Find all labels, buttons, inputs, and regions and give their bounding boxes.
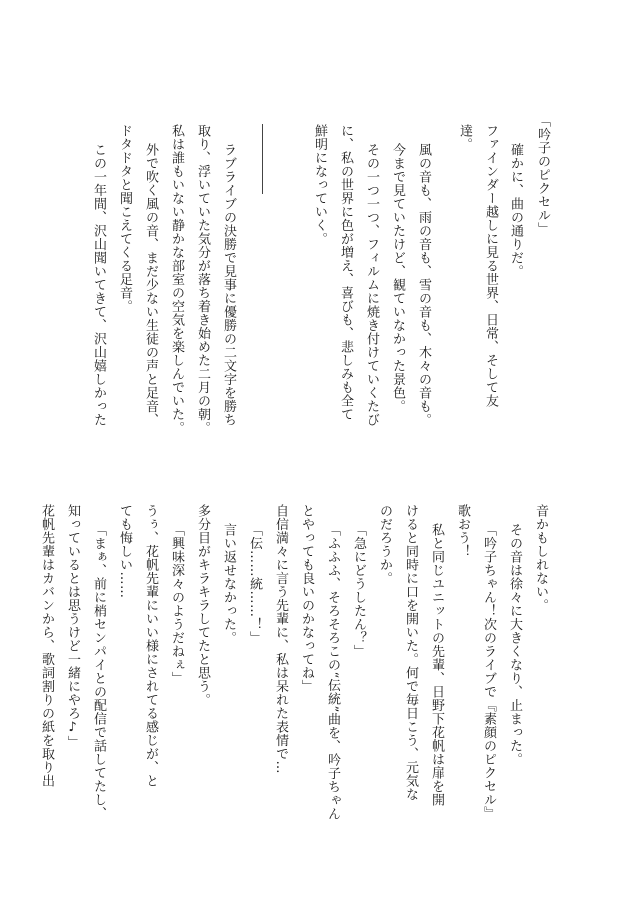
- text-line: 「急にどうしたん？」: [351, 523, 366, 658]
- text-line: 確かに、曲の通りだ。: [508, 143, 523, 278]
- text-line: うぅ、花帆先輩にいい様にされてる感じが、と: [143, 504, 158, 788]
- story-title: 「吟子のピクセル」: [535, 114, 550, 236]
- text-line: その一つ一つ、フィルムに焼き付けていくたび: [364, 143, 379, 427]
- text-line: 今まで見ていたけど、観ていなかった景色。: [390, 143, 405, 413]
- text-line: ラブライブの決勝で見事に優勝の二文字を勝ち: [221, 143, 236, 427]
- text-line: 花帆先輩はカバンから、歌詞割りの紙を取り出: [39, 504, 54, 788]
- text-line: 「ふふふ、そろそろこの“伝統”曲を、吟子ちゃん: [325, 523, 340, 821]
- text-line: 外で吹く風の音、まだ少ない生徒の声と足音、: [143, 143, 158, 427]
- text-line: 「興味深々のようだねぇ」: [169, 523, 184, 685]
- text-line: ファインダー越しに見る世界、日常、そして友: [483, 124, 498, 408]
- text-line: 歌おう！: [455, 504, 470, 558]
- text-line: とやっても良いのかなってね」: [299, 504, 314, 693]
- text-line: ドタドタと聞こえてくる足音。: [117, 124, 132, 313]
- text-line: 多分目がキラキラしてたと思う。: [195, 504, 210, 707]
- text-line: 「吟子ちゃん！次のライブで『素顔のピクセル』: [481, 523, 496, 820]
- text-line: 達。: [457, 124, 472, 151]
- text-line: 知っているとは思うけど一緒にやろ♪」: [65, 504, 80, 749]
- text-line: 「まぁ、前に梢センパイとの配信で話してたし、: [91, 523, 106, 820]
- text-line: 音かもしれない。: [533, 504, 548, 612]
- text-line: 鮮明になっていく。: [312, 124, 327, 246]
- text-line: 取り、浮いていた気分が落ち着き始めた二月の朝。: [195, 124, 210, 435]
- text-line: のだろうか。: [377, 504, 392, 585]
- text-line: に、私の世界に色が増え、喜びも、悲しみも全て: [338, 124, 353, 421]
- text-line: 言い返せなかった。: [221, 523, 236, 645]
- text-line: この一年間、沢山聞いてきて、沢山嬉しかった: [91, 143, 106, 427]
- text-line: けると同時に口を開いた。何で毎日こう、元気な: [403, 504, 418, 801]
- text-line: その音は徐々に大きくなり、止まった。: [507, 523, 522, 766]
- text-line: 「伝……統……！」: [247, 523, 262, 645]
- text-line: 自信満々に言う先輩に、私は呆れた表情で…: [273, 504, 288, 774]
- section-divider: [262, 124, 263, 194]
- text-line: ても悔しい……: [117, 504, 132, 599]
- text-line: 私と同じユニットの先輩、日野下花帆は扉を開: [429, 523, 444, 807]
- text-line: 私は誰もいない静かな部室の空気を楽しんでいた。: [169, 124, 184, 435]
- text-line: 風の音も、雨の音も、雪の音も、木々の音も。: [416, 143, 431, 427]
